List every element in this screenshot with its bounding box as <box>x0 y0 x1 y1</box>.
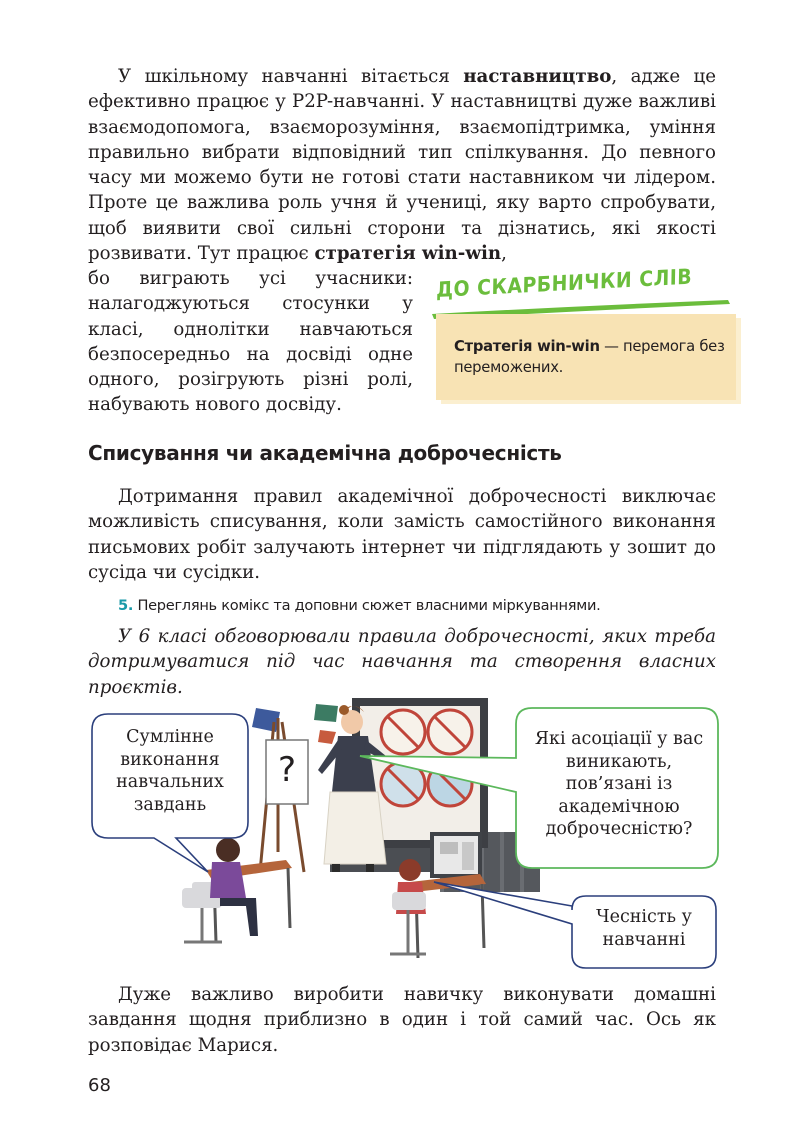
text-segment: У шкільному навчанні вітається <box>118 66 464 87</box>
task-text: Переглянь комікс та доповни сюжет власними міркуваннями. <box>133 597 601 614</box>
easel <box>260 718 308 872</box>
comic-illustration <box>80 692 740 982</box>
paragraph-mentoring <box>88 64 716 266</box>
paragraph-mentoring-continued: бо виграють усі учасники: налагоджуються стосунки у класі, однолітки навчаються безпосередньо на досвіді одне одного, розігрують різні ролі, набувають нового досвіду. <box>88 268 413 416</box>
vocab-definition <box>454 336 734 378</box>
page-number: 68 <box>88 1075 111 1096</box>
vocab-term: Стратегія win-win <box>454 338 600 355</box>
task-5 <box>118 597 600 614</box>
text-segment: , адже це ефективно працює у P2P-навчанні. У наставництві дуже важливі взаємодопомога, взаєморозуміння, взаємопідтримка, уміння правильно вибрати відповідний тип спілкування. До певного часу ми можемо бути не готові стати наставником чи лідером. Проте це важлива роль учня й учениці, яку варто спробувати, щоб виявити свої сильні сторони та дізнатись, які якості розвивати. Тут працює <box>88 66 717 265</box>
text-segment: , <box>501 243 507 265</box>
vocabulary-box <box>428 264 740 404</box>
teacher-bubble-text: Які асоціації у вас виникають, пов’язані із академічною доброчесністю? <box>534 729 704 839</box>
comic-intro: У 6 класі обговорювали правила доброчесності, яких треба дотримуватися під час навчання та створення власних проєктів. <box>88 626 716 698</box>
bold-term-win-win: стратегія win-win <box>314 243 502 265</box>
bold-term-mentoring: наставництво <box>463 66 612 87</box>
left-student-desk <box>182 838 292 942</box>
easel-question-mark: ? <box>277 750 297 790</box>
section-heading: Списування чи академічна доброчесність <box>88 441 562 465</box>
task-number: 5. <box>118 597 134 614</box>
decor-flags <box>252 704 338 744</box>
left-bubble-text: Сумлінне виконання навчальних завдань <box>116 727 224 815</box>
student-bubble-text: Чесність у навчанні <box>596 907 692 950</box>
vocab-definition-text: — перемога без переможених. <box>454 338 725 376</box>
paragraph-integrity: Дотримання правил академічної доброчесності виключає можливість списування, коли замість самостійного виконання письмових робіт залучають інтернет чи підглядають у зошит до сусіда чи сусідки. <box>88 486 716 583</box>
paragraph-homework: Дуже важливо виробити навичку виконувати домашні завдання щодня приблизно в один і той самий час. Ось як розповідає Марися. <box>88 984 716 1056</box>
vocab-title: ДО СКАРБНИЧКИ СЛІВ <box>436 264 693 302</box>
